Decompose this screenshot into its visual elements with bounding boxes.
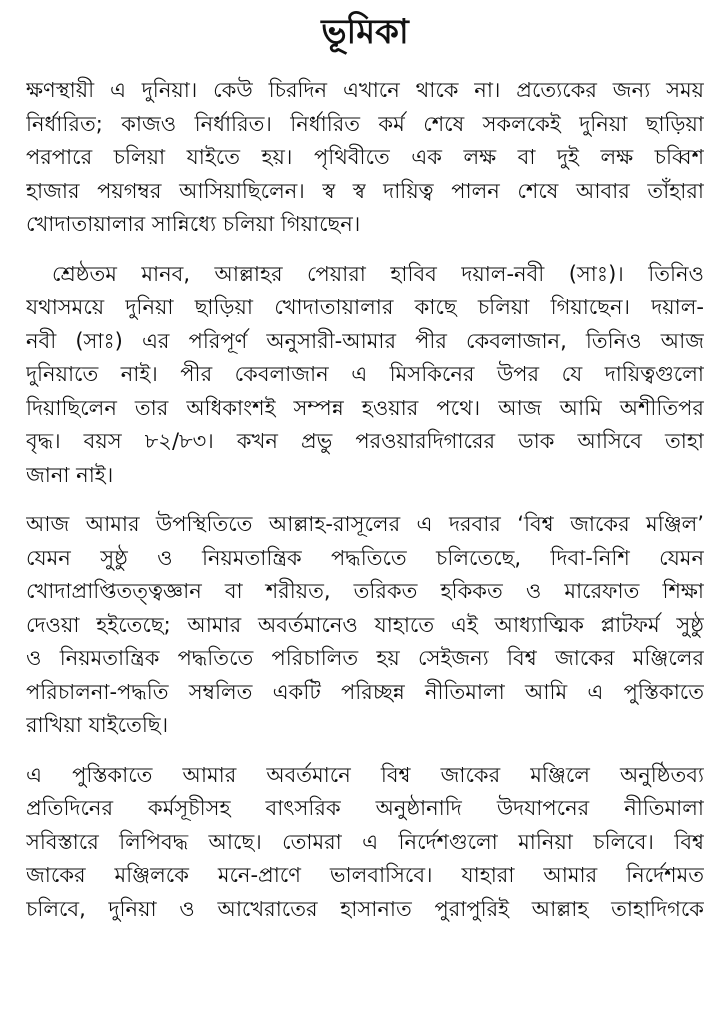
text-line: পরপারে চলিয়া যাইতে হয়। পৃথিবীতে এক লক্ষ বা দুই লক্ষ চব্বিশ: [26, 145, 704, 169]
text-line: দিয়াছিলেন তার অধিকাংশই সম্পন্ন হওয়ার পথে। আজ আমি অশীতিপর: [26, 395, 704, 420]
text-line: প্রতিদিনের কর্মসূচীসহ বাৎসরিক অনুষ্ঠানাদি উদযাপনের নীতিমালা: [26, 796, 704, 820]
text-line: খোদাপ্রাপ্তিতত্ত্বজ্ঞান বা শরীয়ত, তরিকত হকিকত ও মারেফাত শিক্ষা: [26, 579, 704, 603]
paragraph-1: [26, 74, 704, 242]
text-line: জাকের মঞ্জিলকে মনে-প্রাণে ভালবাসিবে। যাহারা আমার নির্দেশমত: [26, 863, 704, 887]
text-line: যেমন সুষ্ঠু ও নিয়মতান্ত্রিক পদ্ধতিতে চলিতেছে, দিবা-নিশি যেমন: [26, 545, 704, 570]
text-line: এ পুস্তিকাতে আমার অবর্তমানে বিশ্ব জাকের মঞ্জিলে অনুষ্ঠিতব্য: [26, 762, 704, 787]
text-line: দেওয়া হইতেছে; আমার অবর্তমানেও যাহাতে এই আধ্যাত্মিক প্লাটফর্ম সুষ্ঠু: [26, 612, 704, 637]
text-line: শ্রেষ্ঠতম মানব, আল্লাহর পেয়ারা হাবিব দয়াল-নবী (সাঃ)। তিনিও: [52, 261, 704, 286]
paragraph-4: [26, 759, 704, 927]
text-line: খোদাতায়ালার সান্নিধ্যে চলিয়া গিয়াছেন।: [26, 212, 361, 236]
text-line: নির্ধারিত; কাজও নির্ধারিত। নির্ধারিত কর্ম শেষে সকলকেই দুনিয়া ছাড়িয়া: [26, 111, 704, 136]
paragraph-3: [26, 508, 704, 743]
text-line: জানা নাই।: [26, 462, 114, 487]
page-title: ভূমিকা: [321, 12, 409, 52]
text-line: চলিবে, দুনিয়া ও আখেরাতের হাসানাত পুরাপুরিই আল্লাহ তাহাদিগকে: [26, 896, 704, 921]
text-line: ক্ষণস্থায়ী এ দুনিয়া। কেউ চিরদিন এখানে থাকে না। প্রত্যেকের জন্য সময়: [26, 78, 704, 102]
text-line: ও নিয়মতান্ত্রিক পদ্ধতিতে পরিচালিত হয় সেইজন্য বিশ্ব জাকের মঞ্জিলের: [26, 646, 704, 670]
text-line: পরিচালনা-পদ্ধতি সম্বলিত একটি পরিচ্ছন্ন নীতিমালা আমি এ পুস্তিকাতে: [26, 679, 704, 704]
text-line: যথাসময়ে দুনিয়া ছাড়িয়া খোদাতায়ালার কাছে চলিয়া গিয়াছেন। দয়াল-: [26, 295, 704, 319]
text-line: আজ আমার উপস্থিতিতে আল্লাহ-রাসূলের এ দরবার ‘বিশ্ব জাকের মঞ্জিল’: [26, 512, 704, 536]
paragraph-2: [26, 258, 704, 493]
text-line: রাখিয়া যাইতেছি।: [26, 713, 169, 737]
text-line: বৃদ্ধ। বয়স ৮২/৮৩। কখন প্রভু পরওয়ারদিগারের ডাক আসিবে তাহা: [26, 429, 704, 453]
text-line: সবিস্তারে লিপিবদ্ধ আছে। তোমরা এ নির্দেশগুলো মানিয়া চলিবে। বিশ্ব: [26, 829, 704, 854]
text-line: নবী (সাঃ) এর পরিপূর্ণ অনুসারী-আমার পীর কেবলাজান, তিনিও আজ: [26, 328, 704, 353]
text-line: দুনিয়াতে নাই। পীর কেবলাজান এ মিসকিনের উপর যে দায়িত্বগুলো: [26, 362, 704, 386]
text-line: হাজার পয়গম্বর আসিয়াছিলেন। স্ব স্ব দায়িত্ব পালন শেষে আবার তাঁহারা: [26, 178, 704, 203]
